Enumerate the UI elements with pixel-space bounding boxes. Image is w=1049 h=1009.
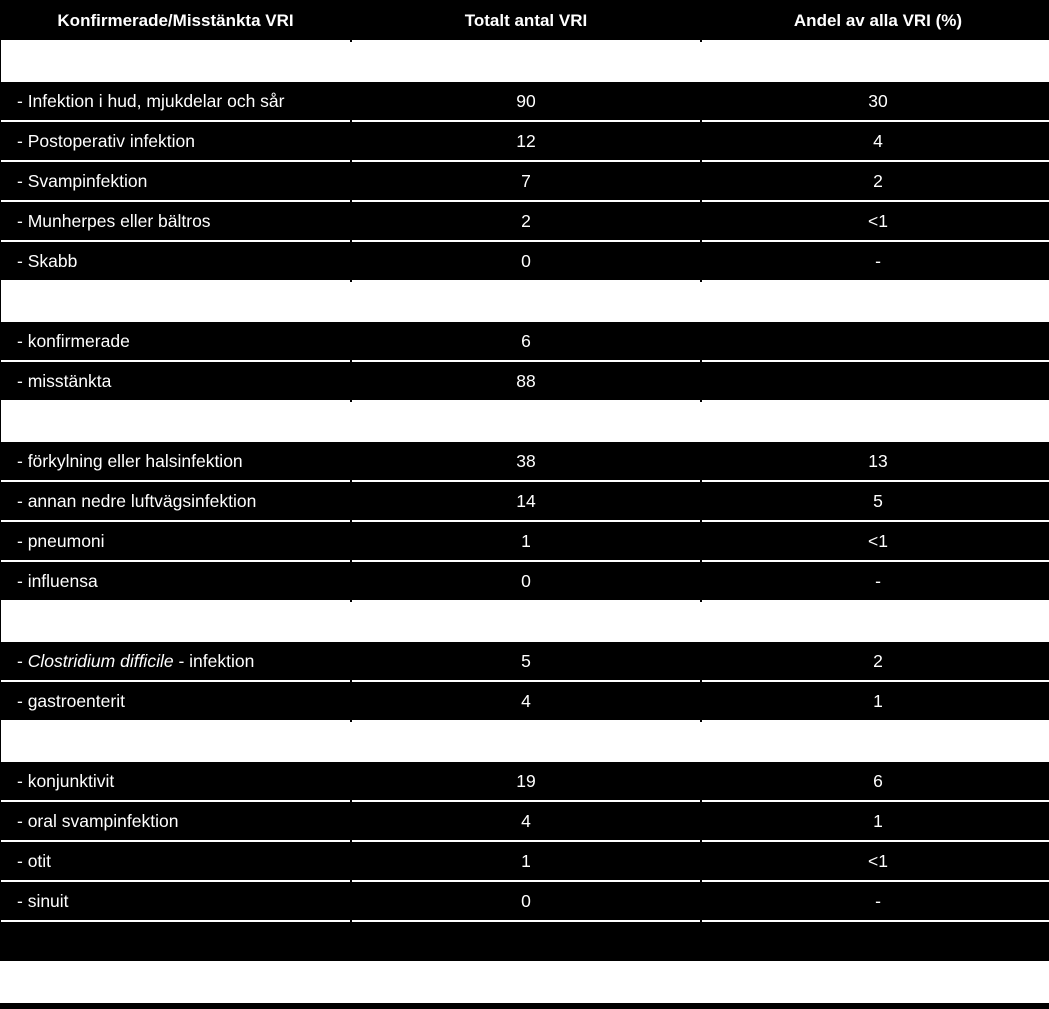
row-label — [1, 642, 350, 682]
header-col1: Konfirmerade/Misstänkta VRI — [1, 1, 350, 42]
row-label: - oral svampinfektion — [1, 802, 350, 842]
row-total: 1 — [352, 842, 700, 882]
row-share — [702, 362, 1049, 402]
row-total: 6 — [352, 322, 700, 362]
row-label: - misstänkta — [1, 362, 350, 402]
row-label: - konjunktivit — [1, 762, 350, 802]
label-prefix: - — [17, 650, 28, 671]
row-share: 13 — [702, 442, 1049, 482]
header-col2: Totalt antal VRI — [352, 1, 700, 42]
row-share: <1 — [702, 522, 1049, 562]
row-total: 38 — [352, 442, 700, 482]
row-share: 5 — [702, 482, 1049, 522]
group-gap — [1, 402, 1049, 442]
row-share: <1 — [702, 202, 1049, 242]
row-label: - Postoperativ infektion — [1, 122, 350, 162]
row-share: - — [702, 562, 1049, 602]
row-share: 30 — [702, 82, 1049, 122]
row-share: <1 — [702, 842, 1049, 882]
trailing-gap — [0, 961, 1049, 1003]
row-label: - gastroenterit — [1, 682, 350, 722]
row-label: - Infektion i hud, mjukdelar och sår — [1, 82, 350, 122]
group-gap — [1, 722, 1049, 762]
row-share: 6 — [702, 762, 1049, 802]
row-share — [702, 322, 1049, 362]
label-italic: Clostridium difficile — [27, 650, 174, 671]
row-total: 4 — [352, 802, 700, 842]
label-suffix: - infektion — [173, 650, 255, 671]
header-col3: Andel av alla VRI (%) — [702, 1, 1049, 42]
row-label: - otit — [1, 842, 350, 882]
group-gap — [1, 42, 1049, 82]
row-total: 5 — [352, 642, 700, 682]
row-share: 2 — [702, 642, 1049, 682]
row-total: 14 — [352, 482, 700, 522]
bottom-border — [0, 1003, 1049, 1009]
row-total: 4 — [352, 682, 700, 722]
row-share: 1 — [702, 802, 1049, 842]
row-share: - — [702, 882, 1049, 922]
row-label: - annan nedre luftvägsinfektion — [1, 482, 350, 522]
row-share: 4 — [702, 122, 1049, 162]
row-total: 1 — [352, 522, 700, 562]
row-total: 7 — [352, 162, 700, 202]
row-label: - pneumoni — [1, 522, 350, 562]
row-total: 19 — [352, 762, 700, 802]
row-total: 90 — [352, 82, 700, 122]
row-label: - influensa — [1, 562, 350, 602]
group-gap — [1, 282, 1049, 322]
row-label: - Skabb — [1, 242, 350, 282]
row-label: - konfirmerade — [1, 322, 350, 362]
row-label: - sinuit — [1, 882, 350, 922]
group-gap — [1, 602, 1049, 642]
row-label: - förkylning eller halsinfektion — [1, 442, 350, 482]
row-total: 2 — [352, 202, 700, 242]
row-total: 0 — [352, 242, 700, 282]
row-total: 12 — [352, 122, 700, 162]
row-label: - Svampinfektion — [1, 162, 350, 202]
row-share: 2 — [702, 162, 1049, 202]
row-total: 88 — [352, 362, 700, 402]
row-total: 0 — [352, 562, 700, 602]
row-total: 0 — [352, 882, 700, 922]
row-share: 1 — [702, 682, 1049, 722]
row-share: - — [702, 242, 1049, 282]
row-label: - Munherpes eller bältros — [1, 202, 350, 242]
